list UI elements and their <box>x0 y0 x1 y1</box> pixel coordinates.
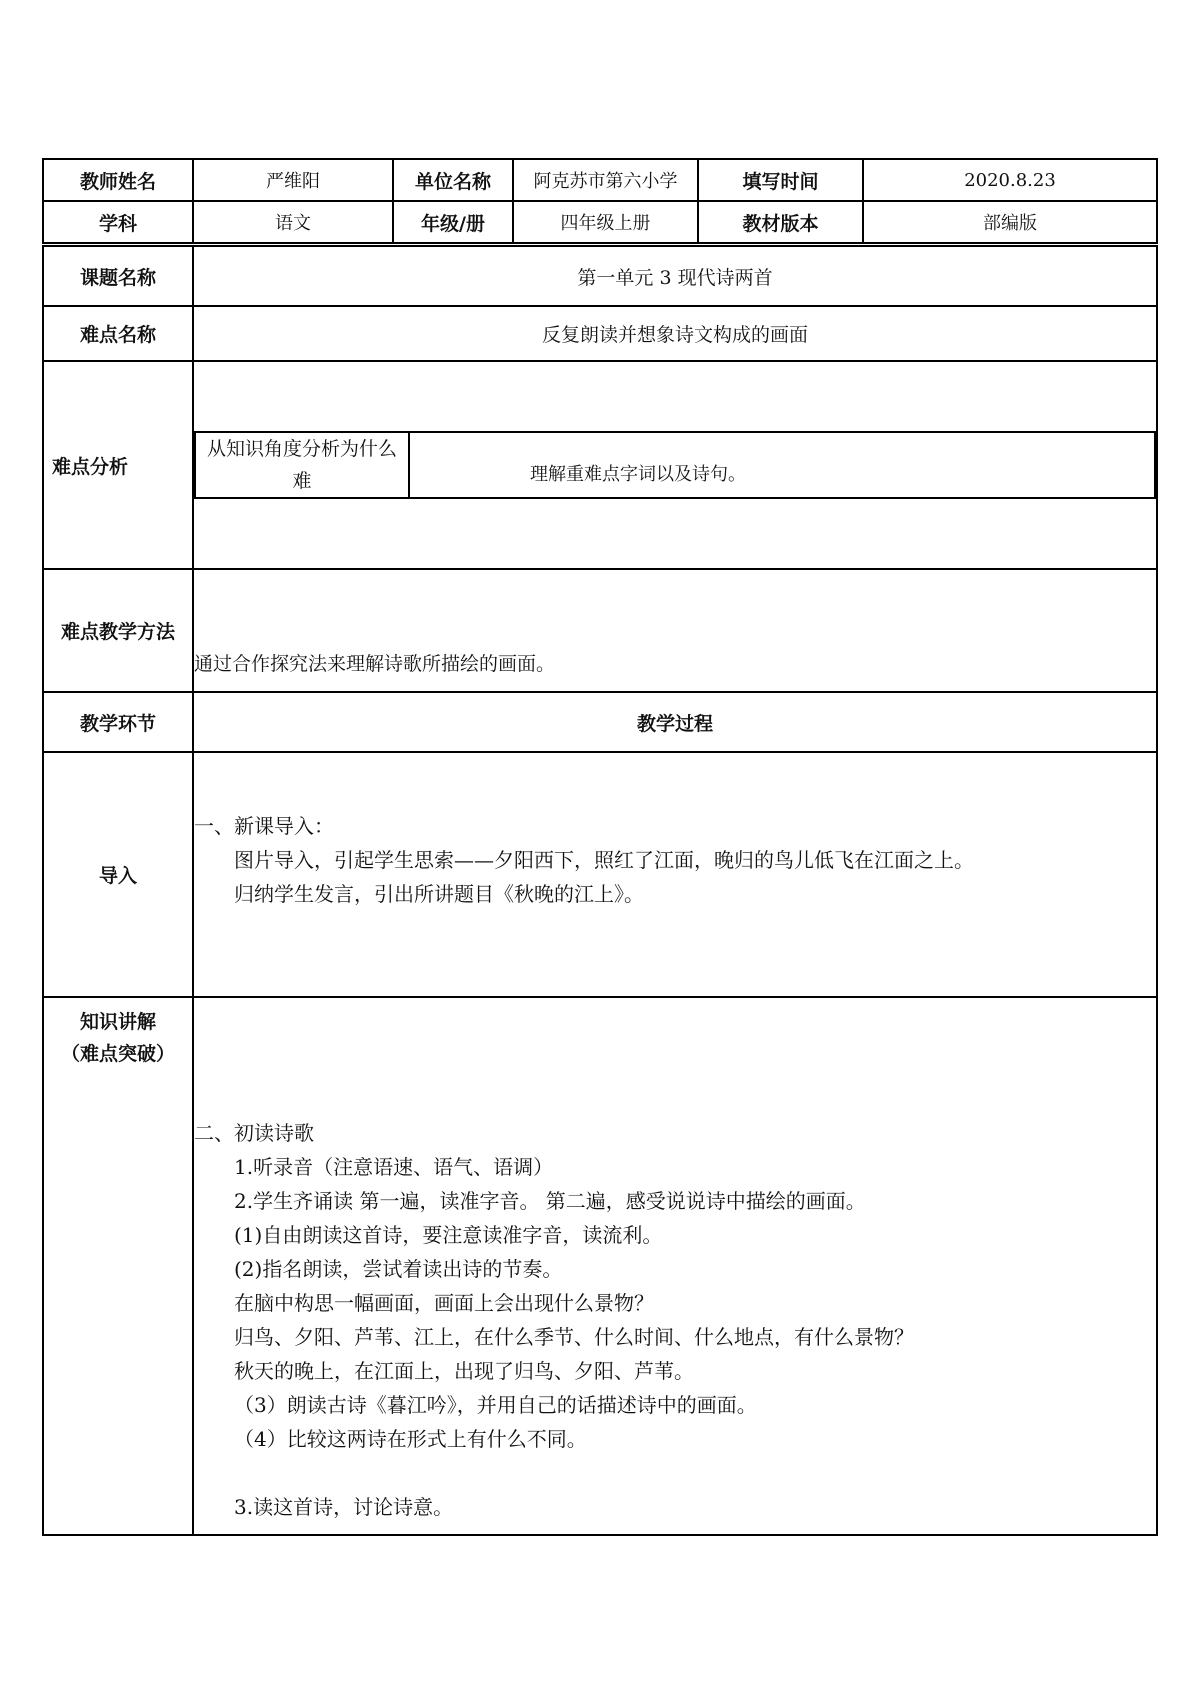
knowledge-line: 归鸟、夕阳、芦苇、江上，在什么季节、什么时间、什么地点，有什么景物？ <box>234 1325 914 1349</box>
grade-label: 年级/册 <box>393 201 513 243</box>
knowledge-line: 在脑中构思一幅画面，画面上会出现什么景物？ <box>234 1291 654 1315</box>
topic-row <box>43 246 1157 306</box>
process-header-row <box>43 692 1157 752</box>
intro-content <box>193 752 1157 997</box>
intro-line: 归纳学生发言，引出所讲题目《秋晚的江上》。 <box>234 882 644 906</box>
knowledge-line: (1)自由朗读这首诗，要注意读准字音，读流利。 <box>234 1223 663 1247</box>
knowledge-row <box>43 997 1157 1535</box>
topic-value: 第一单元 3 现代诗两首 <box>193 246 1157 306</box>
knowledge-line: (2)指名朗读，尝试着读出诗的节奏。 <box>234 1257 563 1281</box>
analysis-row <box>43 361 1157 569</box>
knowledge-line: （4）比较这两诗在形式上有什么不同。 <box>234 1427 587 1451</box>
teacher-label: 教师姓名 <box>43 159 193 201</box>
edition-label: 教材版本 <box>698 201 863 243</box>
knowledge-content <box>193 997 1157 1535</box>
info-row-1 <box>43 159 1157 201</box>
difficulty-value: 反复朗读并想象诗文构成的画面 <box>193 306 1157 361</box>
process-header-value: 教学过程 <box>193 692 1157 752</box>
knowledge-label-line2: （难点突破） <box>60 1043 175 1065</box>
knowledge-line: 1.听录音（注意语速、语气、语调） <box>234 1155 554 1179</box>
knowledge-label-line1: 知识讲解 <box>79 1011 156 1033</box>
analysis-subtable <box>194 431 1156 499</box>
method-label: 难点教学方法 <box>43 569 193 692</box>
knowledge-line: 2.学生齐诵读 第一遍，读准字音。 第二遍，感受说说诗中描绘的画面。 <box>234 1189 866 1213</box>
intro-line: 一、新课导入： <box>194 814 334 838</box>
analysis-subrow <box>195 432 1155 498</box>
unit-label: 单位名称 <box>393 159 513 201</box>
edition-value: 部编版 <box>863 201 1157 243</box>
info-row-2 <box>43 201 1157 243</box>
method-row <box>43 569 1157 692</box>
analysis-sub-label: 从知识角度分析为什么难 <box>195 432 409 498</box>
knowledge-label <box>43 997 193 1535</box>
intro-line: 图片导入，引起学生思索——夕阳西下，照红了江面，晚归的鸟儿低飞在江面之上。 <box>234 848 974 872</box>
knowledge-line: 二、初读诗歌 <box>194 1121 314 1145</box>
topic-label: 课题名称 <box>43 246 193 306</box>
process-header-label: 教学环节 <box>43 692 193 752</box>
difficulty-label: 难点名称 <box>43 306 193 361</box>
intro-label: 导入 <box>43 752 193 997</box>
difficulty-row <box>43 306 1157 361</box>
grade-value: 四年级上册 <box>513 201 698 243</box>
teacher-value: 严维阳 <box>193 159 393 201</box>
intro-row <box>43 752 1157 997</box>
subject-label: 学科 <box>43 201 193 243</box>
main-table <box>42 245 1158 1536</box>
knowledge-line: 秋天的晚上，在江面上，出现了归鸟、夕阳、芦苇。 <box>234 1359 694 1383</box>
analysis-label: 难点分析 <box>43 361 193 569</box>
blank-line <box>194 1456 1156 1490</box>
date-label: 填写时间 <box>698 159 863 201</box>
info-table <box>42 158 1158 244</box>
analysis-value: 理解重难点字词以及诗句。 <box>409 432 1155 498</box>
knowledge-line: 3.读这首诗，讨论诗意。 <box>234 1495 454 1519</box>
subject-value: 语文 <box>193 201 393 243</box>
knowledge-line: （3）朗读古诗《暮江吟》，并用自己的话描述诗中的画面。 <box>234 1393 757 1417</box>
analysis-cell <box>193 361 1157 569</box>
date-value: 2020.8.23 <box>863 159 1157 201</box>
method-value: 通过合作探究法来理解诗歌所描绘的画面。 <box>193 569 1157 692</box>
unit-value: 阿克苏市第六小学 <box>513 159 698 201</box>
